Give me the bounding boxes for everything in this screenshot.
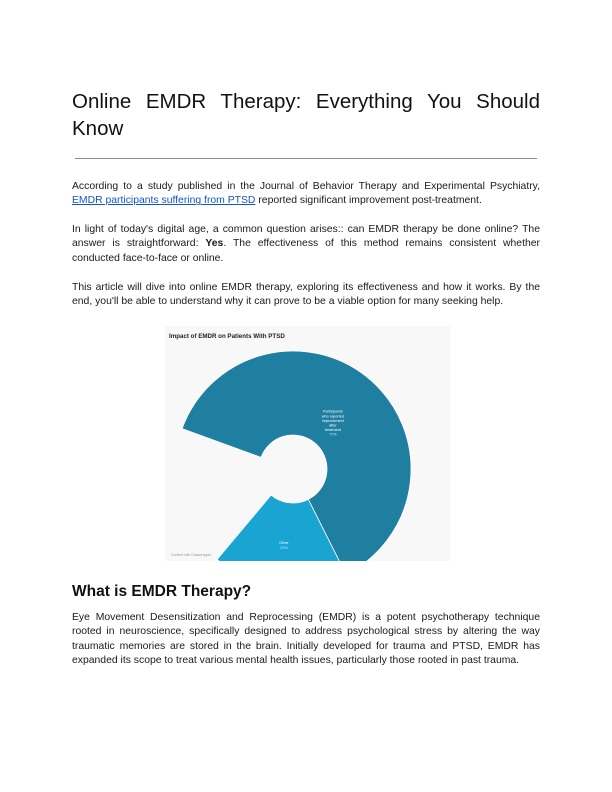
- chart-svg: [165, 326, 450, 561]
- ptsd-impact-chart: [165, 326, 450, 561]
- question-paragraph: [72, 223, 540, 266]
- chart-footer: Content with Datawrapper: [171, 553, 212, 557]
- chart-title: Impact of EMDR on Patients With PTSD: [169, 333, 285, 340]
- section-heading: What is EMDR Therapy?: [72, 583, 252, 600]
- slice-label-1: Other 23%: [279, 541, 289, 550]
- intro-text-end: reported significant improvement post-treatment.: [255, 195, 482, 207]
- section-body-paragraph: Eye Movement Desensitization and Reprocessing (EMDR) is a potent psychotherapy technique rooted in neuroscience, specifically designed to address psychological stress by altering the way traumatic memories are stored in the brain. Initially developed for trauma and PTSD, EMDR has expanded its scope to treat various mental health issues, particularly those rooted in past trauma.: [72, 612, 540, 667]
- slice-value-1: 23%: [280, 545, 288, 550]
- article-intro-paragraph: This article will dive into online EMDR therapy, exploring its effectiveness and how it works. By the end, you'll be able to understand why it can prove to be a viable option for many seeking help.: [72, 282, 540, 308]
- question-text-end: . The effectiveness of this method remains consistent whether conducted face-to-face or online.: [72, 238, 540, 264]
- intro-paragraph: [72, 180, 540, 209]
- slice-value-0: 77%: [329, 432, 337, 437]
- question-text-start: In light of today's digital age, a common question arises:: can EMDR therapy be done online? The answer is straightforward:: [72, 224, 540, 250]
- slice-label-0: Participants who reported improvement after treatment 77%: [321, 409, 344, 437]
- ptsd-study-link[interactable]: EMDR participants suffering from PTSD: [72, 195, 256, 207]
- page-title: Online EMDR Therapy: Everything You Should Know: [72, 90, 540, 140]
- title-divider: [75, 158, 537, 159]
- intro-text-start: According to a study published in the Journal of Behavior Therapy and Experimental Psychiatry,: [72, 181, 540, 192]
- answer-yes: Yes: [205, 238, 224, 250]
